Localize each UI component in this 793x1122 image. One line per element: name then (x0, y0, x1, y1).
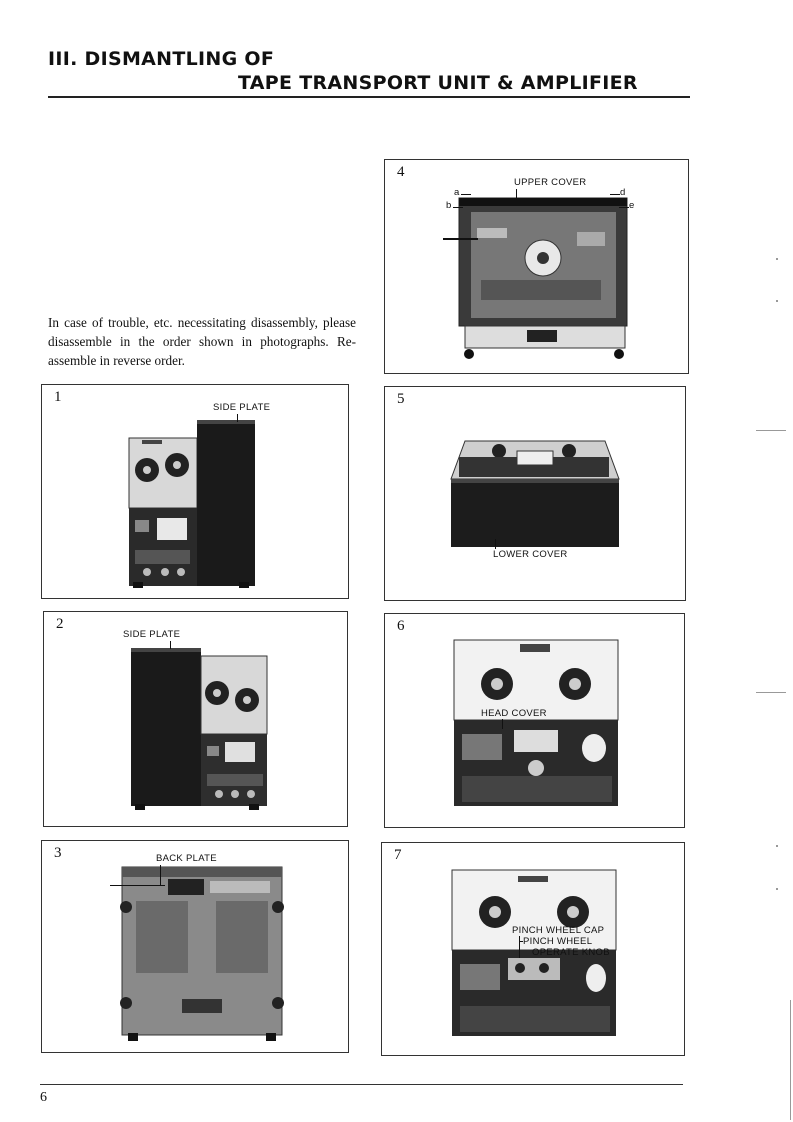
label-leader (610, 194, 620, 195)
scan-edge-mark (776, 258, 778, 260)
photo-panel-6 (384, 613, 685, 828)
label-leader (461, 194, 471, 195)
scan-edge-mark (776, 300, 778, 302)
label-leader (170, 641, 171, 649)
page-number: 6 (40, 1090, 47, 1105)
photo-panel-4 (384, 159, 689, 374)
label-leader (110, 885, 165, 886)
callout-b: b (446, 200, 452, 211)
photo-panel-5 (384, 386, 686, 601)
scan-edge-mark (790, 1000, 791, 1120)
label-leader (516, 189, 517, 199)
photo-panel-3 (41, 840, 349, 1053)
label-leader (519, 941, 523, 942)
tape-deck-photo-interior (457, 188, 632, 363)
page-title-line-2: TAPE TRANSPORT UNIT & AMPLIFIER (238, 72, 638, 94)
head-cover-label: HEAD COVER (481, 708, 547, 719)
label-leader (619, 207, 629, 208)
back-plate-label: BACK PLATE (156, 853, 217, 864)
scan-edge-mark (756, 430, 786, 431)
photo-number: 3 (54, 845, 62, 861)
tape-deck-photo-lower (447, 431, 622, 556)
photo-number: 5 (397, 391, 405, 407)
lower-cover-label: LOWER COVER (493, 549, 568, 560)
upper-cover-label: UPPER COVER (514, 177, 587, 188)
page-title-line-1: III. DISMANTLING OF (48, 48, 275, 70)
callout-a: a (454, 187, 460, 198)
side-plate-label: SIDE PLATE (213, 402, 271, 413)
label-leader (519, 936, 520, 958)
photo-number: 4 (397, 164, 405, 180)
photo-panel-2 (43, 611, 348, 827)
side-plate-label: SIDE PLATE (123, 629, 181, 640)
photo-number: 1 (54, 389, 62, 405)
photo-number: 7 (394, 847, 402, 863)
callout-d: d (620, 187, 626, 198)
pinch-wheel-label: PINCH WHEEL (523, 936, 593, 947)
tape-deck-photo-head-cover (452, 638, 620, 810)
label-leader (453, 207, 463, 208)
photo-number: 2 (56, 616, 64, 632)
intro-paragraph: In case of trouble, etc. necessitating disassembly, please disassemble in the order shown in photographs. Re-assemble in reverse order. (48, 315, 356, 368)
scan-edge-mark (776, 888, 778, 890)
label-leader (502, 719, 503, 729)
callout-e: e (629, 200, 635, 211)
scan-edge-mark (776, 845, 778, 847)
label-leader (443, 238, 478, 240)
label-leader (237, 414, 238, 422)
tape-deck-photo-back (120, 865, 285, 1045)
photo-panel-1 (41, 384, 349, 599)
photo-panel-7 (381, 842, 685, 1056)
label-leader (495, 539, 496, 549)
label-leader (160, 865, 161, 885)
footer-rule (40, 1084, 683, 1085)
scan-edge-mark (756, 692, 786, 693)
photo-number: 6 (397, 618, 405, 634)
tape-deck-photo-front (127, 410, 267, 590)
operate-knob-label: OPERATE KNOB (532, 947, 610, 958)
header-rule (48, 96, 690, 98)
tape-deck-photo-side (129, 638, 269, 818)
pinch-wheel-cap-label: PINCH WHEEL CAP (512, 925, 605, 936)
